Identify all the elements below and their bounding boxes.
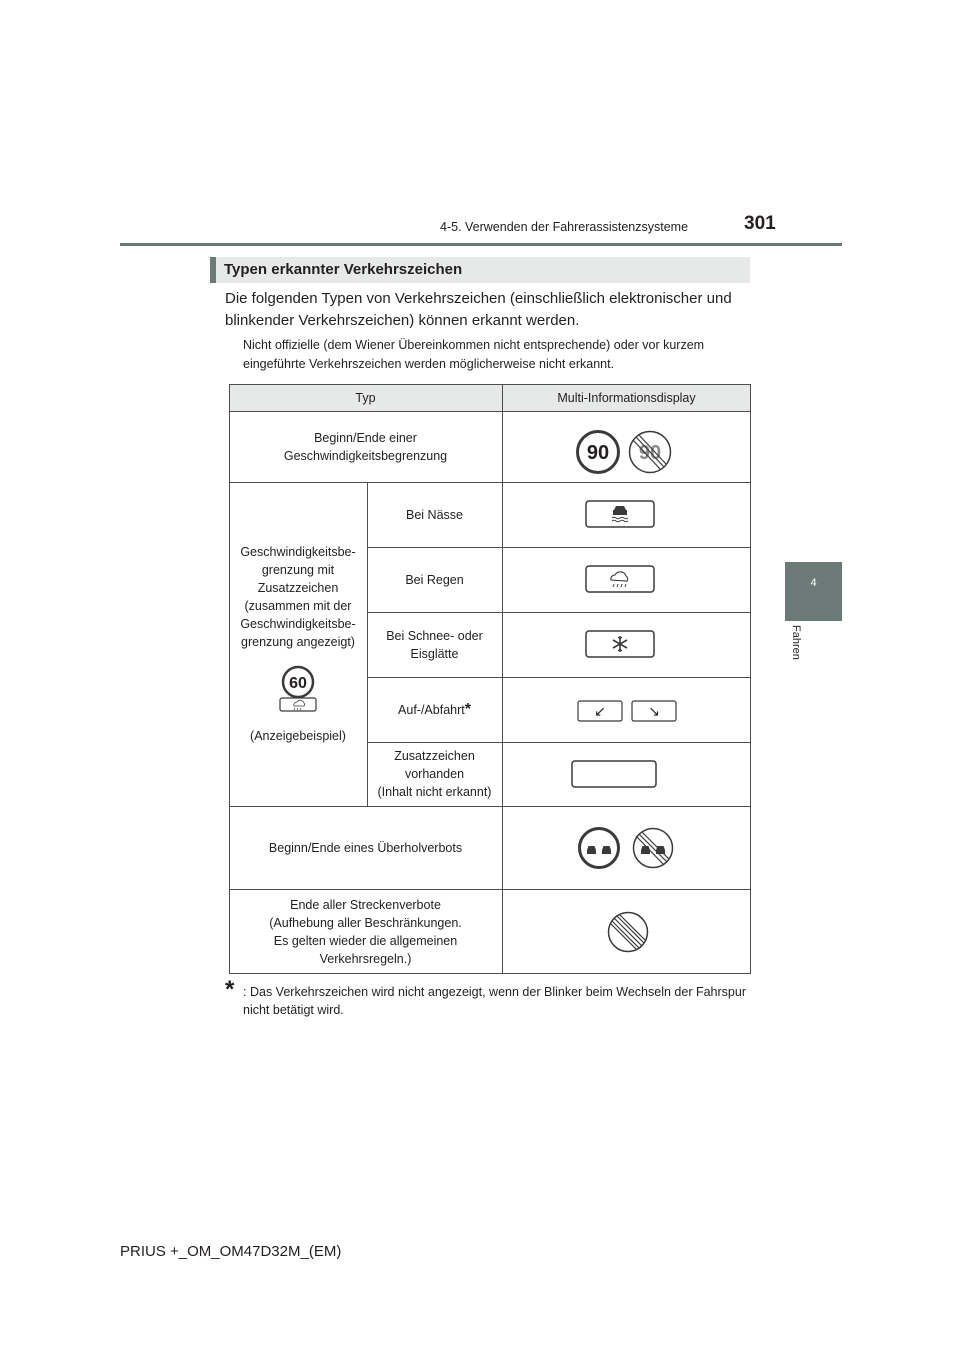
row-exit-label: Auf-/Abfahrt * [398, 700, 471, 718]
row-end-all-label: Ende aller Streckenverbote (Aufhebung aller Beschränkungen. Es gelten wieder die allgemeinen Verkehrsregeln.) [269, 897, 462, 966]
row-supplementary-group [229, 482, 367, 806]
traffic-sign-table [229, 384, 751, 974]
row-snow-label: Bei Schnee- oder Eisglätte [386, 628, 483, 661]
end-no-overtaking-icon [634, 829, 673, 868]
header-section-title: 4-5. Verwenden der Fahrerassistenzsysteme [440, 220, 689, 234]
row-speed-limit-label: Beginn/Ende einer Geschwindigkeitsbegrenzung [283, 430, 448, 463]
col-header-type: Typ [229, 384, 502, 411]
blank-supplementary-icon [571, 760, 657, 793]
rain-icon [585, 565, 655, 598]
exit-arrow-icons [577, 700, 677, 727]
example-speed-sign-icon [278, 665, 318, 713]
section-heading-bar [210, 257, 750, 283]
note-paragraph: Nicht offizielle (dem Wiener Übereinkommen nicht entsprechende) oder vor kurzem eingeführte Verkehrszeichen werden möglicherweise nicht erkannt. [243, 338, 705, 371]
speed-limit-end-value: 90 [638, 442, 662, 464]
footnote-marker: * [225, 976, 235, 1003]
speed-limit-end-icon [630, 432, 671, 473]
arrow-down-right-icon [632, 701, 676, 721]
section-title: Typen erkannter Verkehrszeichen [224, 261, 463, 278]
page-number: 301 [744, 213, 776, 234]
row-wet-label: Bei Nässe [406, 507, 463, 522]
example-caption: (Anzeigebeispiel) [250, 729, 346, 743]
section-heading-marker [210, 257, 216, 283]
arrow-down-right: ↘ [648, 704, 660, 720]
chapter-label: Fahren [790, 625, 802, 660]
row-overtaking-label: Beginn/Ende eines Überholverbots [268, 840, 463, 855]
chapter-tab [785, 562, 842, 621]
speed-limit-value: 90 [586, 442, 610, 464]
wet-road-icon [585, 500, 655, 533]
snowflake-icon [585, 630, 655, 663]
col-header-display: Multi-Informationsdisplay [502, 384, 751, 411]
chapter-number: 4 [810, 577, 817, 589]
end-all-restrictions-icon [606, 910, 650, 959]
overtaking-icons [577, 826, 677, 875]
supplementary-group-label: Geschwindigkeitsbe- grenzung mit Zusatzzeichen (zusammen mit der Geschwindigkeitsbe- grenzung angezeigt) [240, 545, 356, 649]
arrow-down-left: ↙ [594, 704, 606, 720]
arrow-down-left-icon [578, 701, 622, 721]
intro-paragraph: Die folgenden Typen von Verkehrszeichen (einschließlich elektronischer und blinkender Verkehrszeichen) können erkannt werden. [225, 290, 732, 329]
speed-limit-90-icon [578, 432, 619, 473]
example-speed-value: 60 [289, 675, 307, 692]
row-unrecognized-label: Zusatzzeichen vorhanden (Inhalt nicht erkannt) [377, 749, 492, 799]
row-rain-label: Bei Regen [405, 572, 464, 587]
exit-label-text: Auf-/Abfahrt [398, 702, 465, 717]
header-divider [120, 243, 842, 246]
speed-limit-icons [575, 429, 675, 480]
document-code: PRIUS +_OM_OM47D32M_(EM) [120, 1243, 342, 1260]
no-overtaking-icon [580, 829, 619, 868]
footnote-text: : Das Verkehrszeichen wird nicht angezeigt, wenn der Blinker beim Wechseln der Fahrspur nicht betätigt wird. [243, 985, 746, 1017]
